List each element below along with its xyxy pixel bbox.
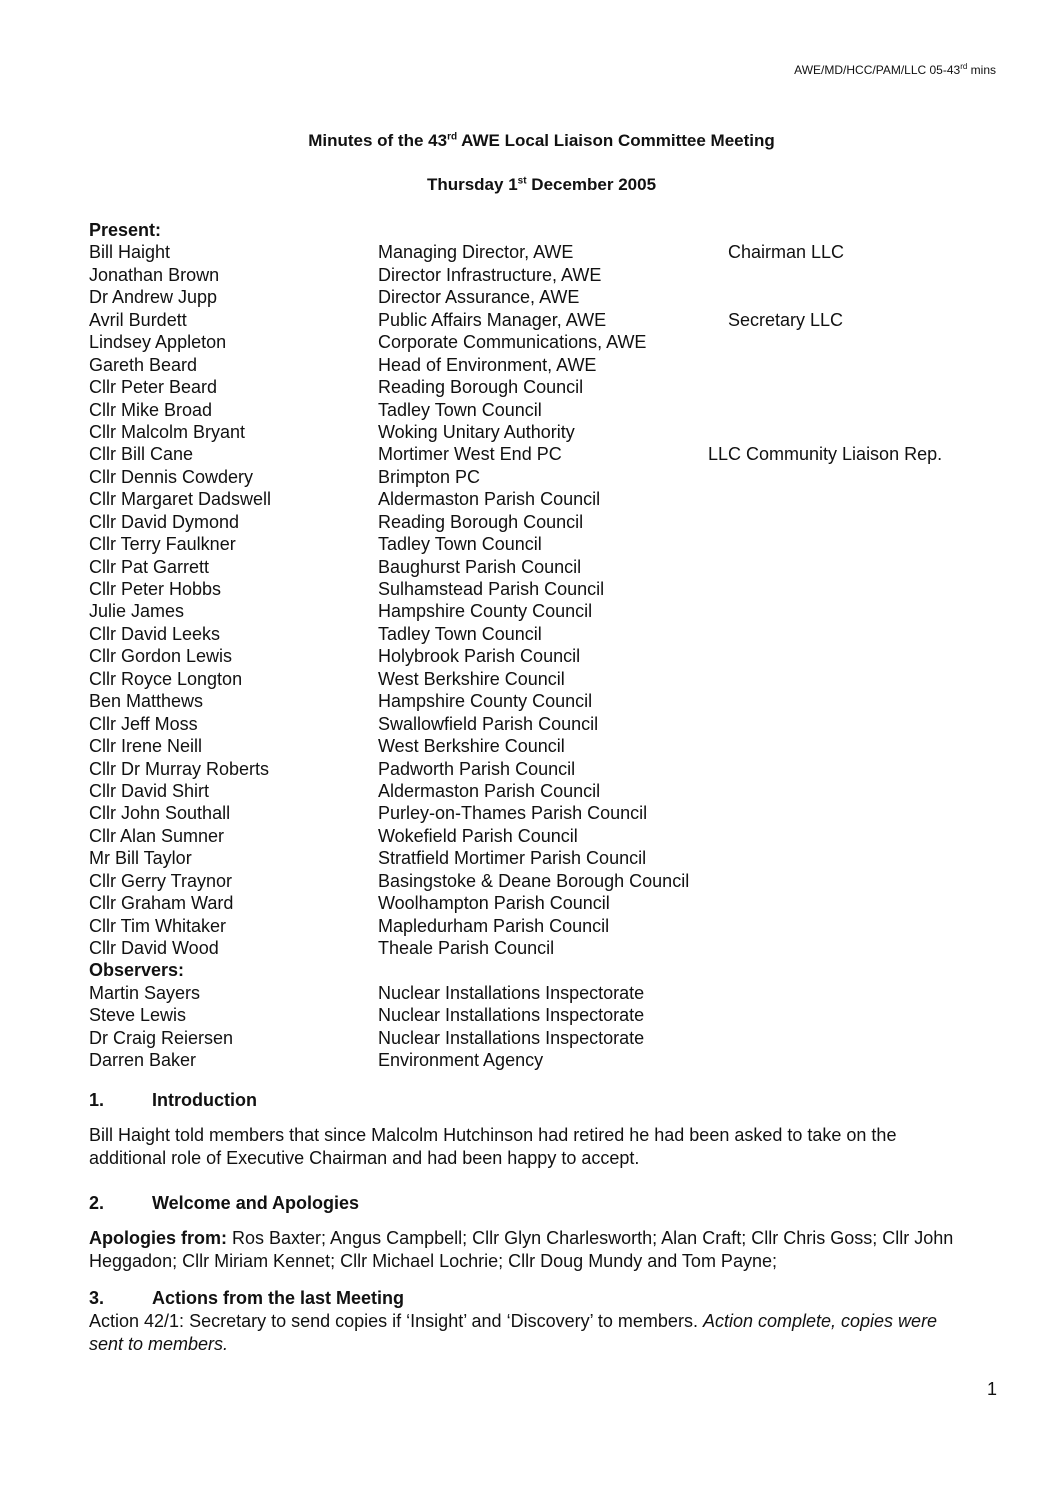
attendee-row	[89, 915, 989, 937]
attendee-organisation: Wokefield Parish Council	[378, 825, 578, 846]
attendee-organisation: Mapledurham Parish Council	[378, 915, 610, 936]
attendee-organisation: Baughurst Parish Council	[378, 556, 582, 577]
attendee-name: Martin Sayers	[89, 982, 201, 1003]
observers-list	[89, 982, 989, 1072]
date-pre: Thursday 1	[426, 175, 518, 194]
section-heading	[89, 1287, 969, 1310]
attendee-row	[89, 870, 989, 892]
attendee-name: Ben Matthews	[89, 691, 204, 712]
date-sup: st	[517, 175, 527, 187]
attendee-row	[89, 533, 989, 555]
attendee-organisation: Holybrook Parish Council	[378, 646, 581, 667]
attendee-organisation: Director Infrastructure, AWE	[378, 264, 602, 285]
attendee-name: Cllr Malcolm Bryant	[89, 421, 246, 442]
attendee-row	[89, 354, 989, 376]
attendee-name: Cllr Alan Sumner	[89, 825, 225, 846]
attendee-row	[89, 511, 989, 533]
attendee-name: Cllr Pat Garrett	[89, 556, 210, 577]
attendee-organisation: Tadley Town Council	[378, 623, 542, 644]
attendee-row	[89, 376, 989, 398]
attendee-row	[89, 466, 989, 488]
attendee-organisation: Swallowfield Parish Council	[378, 713, 599, 734]
section-number: 3.	[89, 1288, 105, 1308]
attendee-organisation: Hampshire County Council	[378, 691, 593, 712]
attendee-organisation: Woking Unitary Authority	[378, 421, 575, 442]
document-reference-tail: mins	[967, 63, 996, 77]
attendee-organisation: Reading Borough Council	[378, 511, 584, 532]
attendee-name: Dr Craig Reiersen	[89, 1027, 234, 1048]
attendee-name: Cllr David Dymond	[89, 511, 240, 532]
attendee-role: LLC Community Liaison Rep.	[708, 444, 943, 465]
attendee-name: Cllr Dennis Cowdery	[89, 466, 254, 487]
attendee-name: Mr Bill Taylor	[89, 848, 192, 869]
attendee-row	[89, 241, 989, 263]
attendee-organisation: Environment Agency	[378, 1050, 544, 1071]
present-list	[89, 241, 989, 959]
attendee-name: Darren Baker	[89, 1050, 197, 1071]
observers-heading: Observers:	[89, 960, 185, 981]
observer-row	[89, 1027, 989, 1049]
attendee-organisation: Theale Parish Council	[378, 938, 555, 958]
attendee-row	[89, 488, 989, 510]
attendee-row	[89, 780, 989, 802]
attendee-row	[89, 937, 989, 959]
attendee-row	[89, 623, 989, 645]
attendee-name: Cllr Peter Beard	[89, 377, 218, 398]
attendee-name: Avril Burdett	[89, 309, 187, 330]
attendee-organisation: Woolhampton Parish Council	[378, 893, 610, 914]
meeting-date	[0, 175, 1058, 195]
attendee-organisation: Nuclear Installations Inspectorate	[378, 1027, 645, 1048]
present-heading-row	[89, 219, 989, 241]
attendee-name: Cllr Royce Longton	[89, 668, 243, 689]
attendee-row	[89, 399, 989, 421]
attendee-organisation: Nuclear Installations Inspectorate	[378, 1005, 645, 1026]
attendee-name: Cllr Graham Ward	[89, 893, 234, 914]
section-heading	[89, 1192, 969, 1215]
attendee-organisation: Sulhamstead Parish Council	[378, 579, 605, 599]
section-title: Welcome and Apologies	[152, 1193, 360, 1213]
section-number: 2.	[89, 1193, 105, 1213]
document-reference-main: AWE/MD/HCC/PAM/LLC 05-43	[794, 63, 961, 77]
attendee-name: Cllr Gerry Traynor	[89, 870, 233, 891]
observer-row	[89, 982, 989, 1004]
attendee-organisation: Head of Environment, AWE	[378, 354, 597, 375]
section-text: Bill Haight told members that since Malcolm Hutchinson had retired he had been asked to take on the additional role of Executive Chairman and had been happy to accept.	[89, 1125, 897, 1168]
observers-heading-row	[89, 959, 989, 981]
attendee-name: Gareth Beard	[89, 354, 198, 375]
section-title: Actions from the last Meeting	[152, 1288, 405, 1308]
attendee-name: Jonathan Brown	[89, 264, 220, 285]
section-title: Introduction	[152, 1090, 257, 1110]
attendee-organisation: Stratfield Mortimer Parish Council	[378, 848, 647, 869]
attendee-row	[89, 713, 989, 735]
attendee-name: Cllr David Leeks	[89, 623, 221, 644]
attendee-name: Cllr Mike Broad	[89, 399, 213, 420]
attendee-name: Lindsey Appleton	[89, 332, 227, 353]
attendee-row	[89, 802, 989, 824]
attendee-organisation: Brimpton PC	[378, 466, 481, 487]
attendee-name: Cllr Irene Neill	[89, 736, 203, 757]
attendee-row	[89, 825, 989, 847]
attendee-name: Cllr Jeff Moss	[89, 713, 198, 734]
attendee-name: Cllr Dr Murray Roberts	[89, 758, 270, 779]
attendee-organisation: Reading Borough Council	[378, 377, 584, 398]
attendee-name: Steve Lewis	[89, 1005, 187, 1026]
attendee-row	[89, 645, 989, 667]
date-post: December 2005	[526, 175, 657, 194]
attendee-row	[89, 758, 989, 780]
observer-row	[89, 1049, 989, 1071]
title-post: AWE Local Liaison Committee Meeting	[457, 131, 775, 150]
title-sup: rd	[447, 131, 458, 143]
attendee-organisation: Managing Director, AWE	[378, 242, 574, 263]
apologies-list: Ros Baxter; Angus Campbell; Cllr Glyn Charlesworth; Alan Craft; Cllr Chris Goss; Cllr John Heggadon; Cllr Miriam Kennet; Cllr Michael Lochrie; Cllr Doug Mundy and Tom Payne;	[89, 1228, 954, 1271]
attendee-row	[89, 421, 989, 443]
attendee-organisation: Director Assurance, AWE	[378, 287, 580, 308]
attendee-row	[89, 556, 989, 578]
attendee-organisation: Padworth Parish Council	[378, 758, 576, 779]
attendee-organisation: Mortimer West End PC	[378, 444, 562, 465]
attendee-name: Cllr Terry Faulkner	[89, 534, 236, 555]
section-heading	[89, 1089, 969, 1112]
attendee-organisation: West Berkshire Council	[378, 736, 565, 757]
attendee-name: Cllr John Southall	[89, 803, 231, 824]
title-pre: Minutes of the 43	[308, 131, 448, 150]
document-reference	[794, 62, 996, 78]
document-reference-sup: rd	[960, 62, 968, 71]
attendee-row	[89, 847, 989, 869]
attendee-organisation: West Berkshire Council	[378, 668, 565, 689]
attendee-organisation: Tadley Town Council	[378, 534, 542, 555]
section-text	[89, 1227, 969, 1273]
attendee-organisation: Corporate Communications, AWE	[378, 332, 647, 353]
action-status: Action complete, copies were sent to members.	[89, 1311, 938, 1354]
attendee-organisation: Tadley Town Council	[378, 399, 542, 420]
section-welcome-apologies	[89, 1192, 969, 1273]
page-number: 1	[986, 1379, 997, 1399]
attendee-organisation: Aldermaston Parish Council	[378, 489, 601, 510]
attendee-organisation: Public Affairs Manager, AWE	[378, 309, 607, 330]
attendee-name: Cllr Margaret Dadswell	[89, 489, 272, 510]
action-text: Action 42/1: Secretary to send copies if ‘Insight’ and ‘Discovery’ to members.	[89, 1311, 703, 1331]
attendee-row	[89, 578, 989, 600]
observer-row	[89, 1004, 989, 1026]
attendee-name: Cllr Bill Cane	[89, 444, 194, 465]
attendee-name: Cllr Gordon Lewis	[89, 646, 233, 667]
attendee-organisation: Aldermaston Parish Council	[378, 780, 601, 801]
attendee-organisation: Purley-on-Thames Parish Council	[378, 803, 648, 824]
attendee-name: Cllr David Wood	[89, 938, 219, 958]
attendee-organisation: Nuclear Installations Inspectorate	[378, 982, 645, 1003]
attendee-row	[89, 331, 989, 353]
attendee-name: Dr Andrew Jupp	[89, 287, 218, 308]
attendee-row	[89, 892, 989, 914]
attendee-row	[89, 600, 989, 622]
attendee-row	[89, 690, 989, 712]
attendee-row	[89, 668, 989, 690]
attendee-name: Cllr David Shirt	[89, 780, 210, 801]
apologies-label: Apologies from:	[89, 1228, 227, 1248]
attendee-role: Secretary LLC	[728, 309, 844, 330]
document-title	[0, 131, 1058, 151]
attendee-row	[89, 264, 989, 286]
section-number: 1.	[89, 1090, 105, 1110]
section-actions-last-meeting	[89, 1287, 969, 1356]
attendee-name: Bill Haight	[89, 242, 171, 263]
attendee-row	[89, 735, 989, 757]
attendee-list	[89, 219, 989, 1072]
present-heading: Present:	[89, 220, 162, 240]
attendee-role: Chairman LLC	[728, 242, 845, 263]
attendee-name: Julie James	[89, 601, 185, 622]
attendee-name: Cllr Peter Hobbs	[89, 579, 222, 599]
section-introduction	[89, 1089, 969, 1170]
attendee-row	[89, 309, 989, 331]
attendee-organisation: Basingstoke & Deane Borough Council	[378, 870, 690, 891]
section-text	[89, 1310, 969, 1356]
attendee-organisation: Hampshire County Council	[378, 601, 593, 622]
attendee-row	[89, 286, 989, 308]
attendee-row	[89, 443, 989, 465]
attendee-name: Cllr Tim Whitaker	[89, 915, 227, 936]
